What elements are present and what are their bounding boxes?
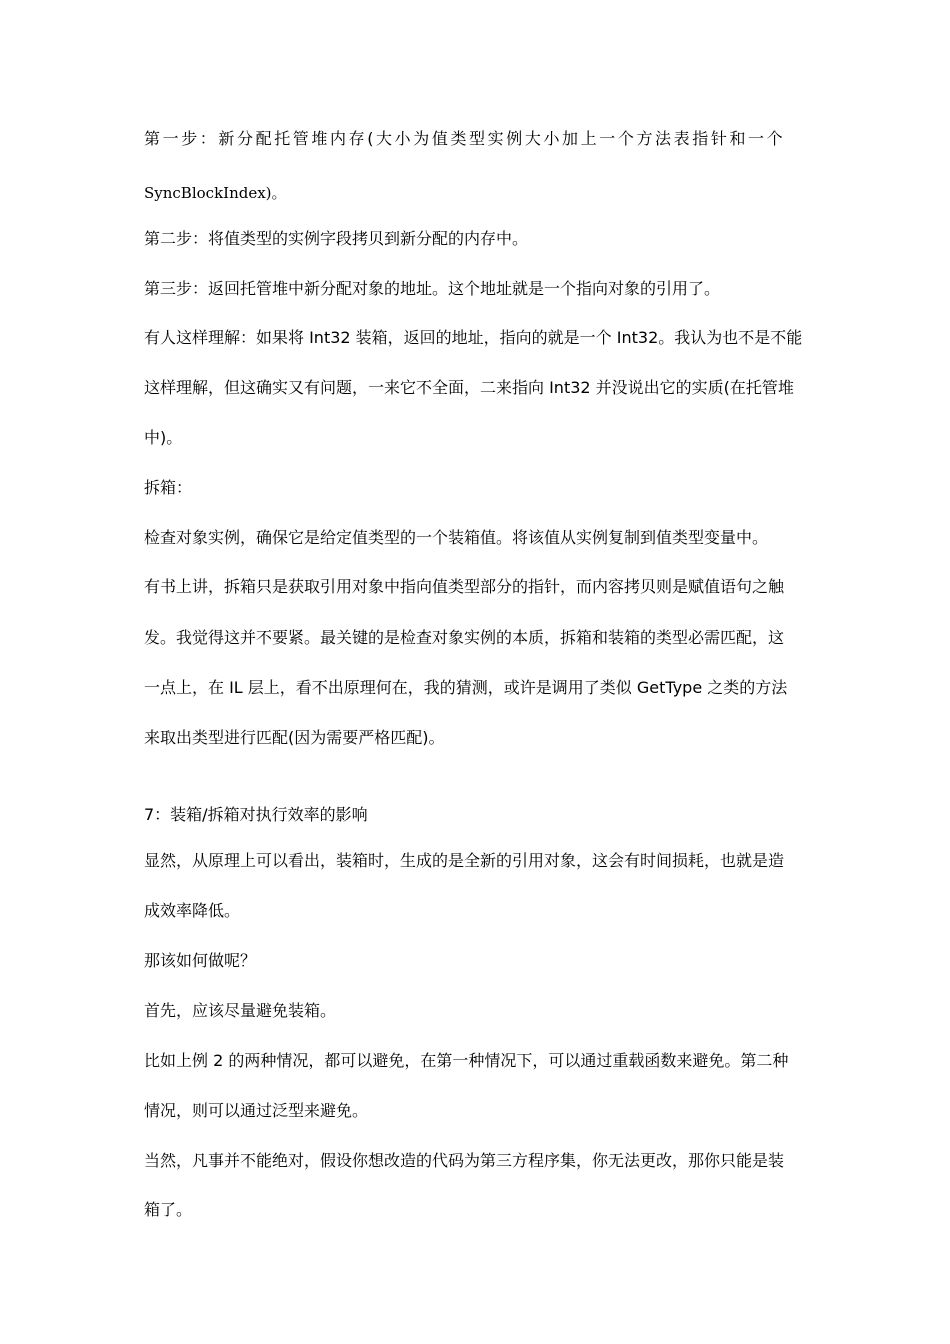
paragraph-line: 发。我觉得这并不要紧。最关键的是检查对象实例的本质，拆箱和装箱的类型必需匹配，这 bbox=[144, 628, 785, 647]
section-heading: 拆箱： bbox=[144, 478, 193, 497]
paragraph-line: 一点上，在 IL 层上，看不出原理何在，我的猜测，或许是调用了类似 GetType 之类的方法 bbox=[144, 678, 788, 697]
paragraph-line: 中)。 bbox=[144, 428, 183, 447]
paragraph-line: 首先，应该尽量避免装箱。 bbox=[144, 1001, 337, 1020]
paragraph-line: 有人这样理解：如果将 Int32 装箱，返回的地址，指向的就是一个 Int32。我认为也不是不能 bbox=[144, 328, 803, 347]
paragraph-line: 第一步：新分配托管堆内存(大小为值类型实例大小加上一个方法表指针和一个 bbox=[144, 129, 786, 148]
paragraph-line: 箱了。 bbox=[144, 1200, 193, 1219]
paragraph-line: 那该如何做呢？ bbox=[144, 951, 257, 970]
paragraph-line: 这样理解，但这确实又有问题，一来它不全面，二来指向 Int32 并没说出它的实质(在托管堆 bbox=[144, 378, 794, 397]
paragraph-line: 显然，从原理上可以看出，装箱时，生成的是全新的引用对象，这会有时间损耗，也就是造 bbox=[144, 851, 785, 870]
paragraph-line: SyncBlockIndex)。 bbox=[144, 184, 287, 202]
paragraph-line: 有书上讲，拆箱只是获取引用对象中指向值类型部分的指针，而内容拷贝则是赋值语句之触 bbox=[144, 577, 785, 596]
paragraph-line: 第二步：将值类型的实例字段拷贝到新分配的内存中。 bbox=[144, 229, 529, 248]
paragraph-line: 比如上例 2 的两种情况，都可以避免，在第一种情况下，可以通过重载函数来避免。第二种 bbox=[144, 1051, 789, 1070]
paragraph-line: 检查对象实例，确保它是给定值类型的一个装箱值。将该值从实例复制到值类型变量中。 bbox=[144, 528, 769, 547]
paragraph-line: 成效率降低。 bbox=[144, 901, 241, 920]
paragraph-line: 第三步：返回托管堆中新分配对象的地址。这个地址就是一个指向对象的引用了。 bbox=[144, 279, 721, 298]
section-heading: 7：装箱/拆箱对执行效率的影响 bbox=[144, 805, 368, 824]
paragraph-line: 来取出类型进行匹配(因为需要严格匹配)。 bbox=[144, 728, 445, 747]
paragraph-line: 情况，则可以通过泛型来避免。 bbox=[144, 1101, 369, 1120]
paragraph-line: 当然，凡事并不能绝对，假设你想改造的代码为第三方程序集，你无法更改，那你只能是装 bbox=[144, 1151, 785, 1170]
